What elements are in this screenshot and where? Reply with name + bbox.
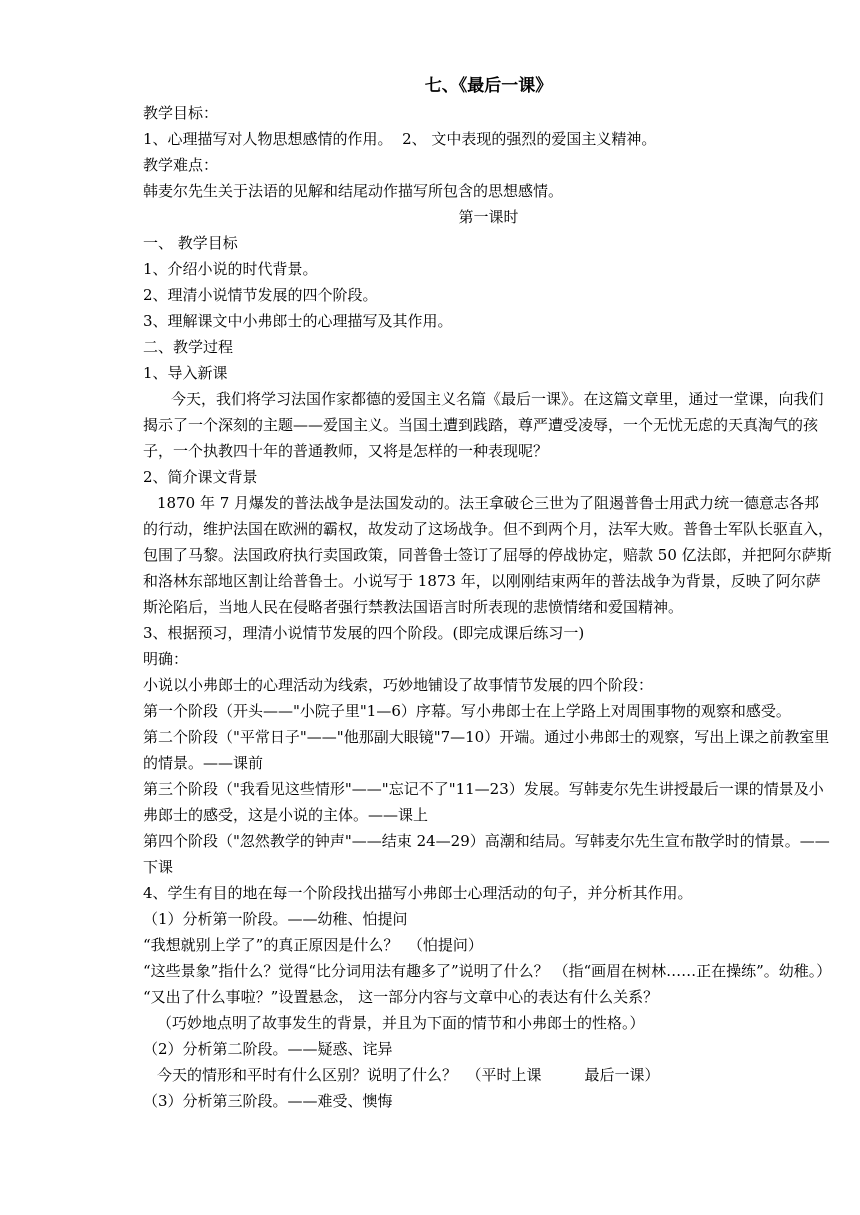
- text-line: 一、 教学目标: [143, 234, 238, 252]
- text-line: 1、介绍小说的时代背景。: [143, 260, 318, 278]
- text-line: 2、理清小说情节发展的四个阶段。: [143, 286, 378, 304]
- section-heading: 第一课时: [458, 208, 519, 226]
- text-line: 小说以小弗郎士的心理活动为线索，巧妙地铺设了故事情节发展的四个阶段：: [143, 676, 654, 694]
- text-line: 3、根据预习，理清小说情节发展的四个阶段。(即完成课后练习一): [143, 624, 585, 642]
- paragraph: 第一个阶段（开头——"小院子里"1—6）序幕。写小弗郎士在上学路上对周围事物的观察和感受。: [143, 702, 791, 720]
- text-line: 今天的情形和平时有什么区别？说明了什么？ （平时上课 最后一课）: [157, 1066, 660, 1084]
- text-line: 教学难点：: [143, 156, 219, 174]
- text-line: 1、心理描写对人物思想感情的作用。 2、 文中表现的强烈的爱国主义精神。: [143, 130, 657, 148]
- text-line: 韩麦尔先生关于法语的见解和结尾动作描写所包含的思想感情。: [143, 182, 564, 200]
- text-line: 明确：: [143, 650, 189, 668]
- paragraph: 第三个阶段（"我看见这些情形"——"忘记不了"11—23）发展。写韩麦尔先生讲授最后一课的情景及小弗郎士的感受，这是小说的主体。——课上: [143, 780, 824, 824]
- text-line: （3）分析第三阶段。——难受、懊悔: [143, 1092, 393, 1110]
- text-line: “我想就别上学了”的真正原因是什么？ （怕提问）: [143, 936, 483, 954]
- paragraph: “这些景象”指什么？觉得“比分词用法有趣多了”说明了什么？ （指“画眉在树林……正在操练”。幼稚。）: [143, 962, 832, 980]
- document-title: 七、《最后一课》: [424, 76, 553, 96]
- paragraph: 第二个阶段（"平常日子"——"他那副大眼镜"7—10）开端。通过小弗郎士的观察，写出上课之前教室里的情景。——课前: [143, 728, 830, 772]
- text-line: （1）分析第一阶段。——幼稚、怕提问: [143, 910, 408, 928]
- text-line: 2、简介课文背景: [143, 468, 258, 486]
- text-line: （巧妙地点明了故事发生的背景，并且为下面的情节和小弗郎士的性格。）: [157, 1014, 645, 1032]
- text-line: 3、理解课文中小弗郎士的心理描写及其作用。: [143, 312, 453, 330]
- paragraph: 1870 年 7 月爆发的普法战争是法国发动的。法王拿破仑三世为了阻遏普鲁士用武力统一德意志各邦的行动，维护法国在欧洲的霸权，故发动了这场战争。但不到两个月，法军大败。普鲁士军队长驱直入，包围了马黎。法国政府执行卖国政策，同普鲁士签订了屈辱的停战协定，赔款 50 亿法郎，并把阿尔萨斯和洛林东部地区割让给普鲁士。小说写于 1873 年，以刚刚结束两年的普法战争为背景，反映了阿尔萨斯沦陷后，当地人民在侵略者强行禁教法国语言时所表现的悲愤情绪和爱国精神。: [143, 494, 834, 616]
- text-line: “又出了什么事啦？”设置悬念， 这一部分内容与文章中心的表达有什么关系？: [143, 988, 659, 1006]
- paragraph: 今天，我们将学习法国作家都德的爱国主义名篇《最后一课》。在这篇文章里，通过一堂课，向我们揭示了一个深刻的主题——爱国主义。当国土遭到践踏，尊严遭受凌辱，一个无忧无虑的天真淘气的孩子，一个执教四十年的普通教师，又将是怎样的一种表现呢？: [143, 390, 824, 460]
- text-line: 4、学生有目的地在每一个阶段找出描写小弗郎士心理活动的句子，并分析其作用。: [143, 884, 693, 902]
- text-line: （2）分析第二阶段。——疑惑、诧异: [143, 1040, 393, 1058]
- text-line: 二、教学过程: [143, 338, 234, 356]
- text-line: 1、导入新课: [143, 364, 228, 382]
- paragraph: 第四个阶段（"忽然教学的钟声"——结束 24—29）高潮和结局。写韩麦尔先生宣布散学时的情景。——下课: [143, 832, 830, 876]
- text-line: 教学目标：: [143, 104, 219, 122]
